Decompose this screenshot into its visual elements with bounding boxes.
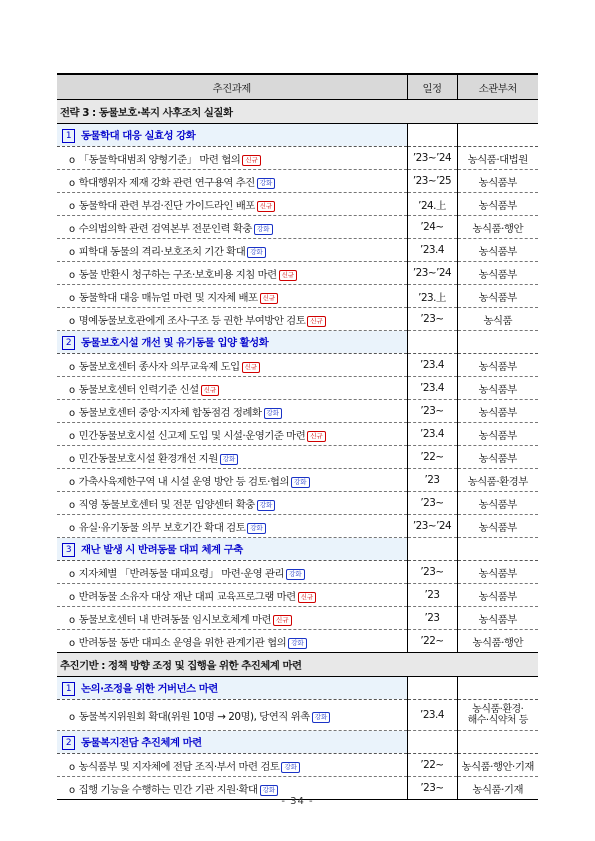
bullet-marker: o bbox=[69, 154, 75, 166]
subtask-row bbox=[57, 124, 538, 147]
schedule-cell: ’23.4 bbox=[407, 377, 457, 400]
bullet-marker: o bbox=[69, 522, 75, 534]
task-text: 집행 기능을 수행하는 민간 기관 지원·확대 bbox=[78, 783, 258, 796]
task-text: 동물학대 관련 부검·진단 가이드라인 배포 bbox=[78, 199, 255, 212]
schedule-cell: ’22~ bbox=[407, 630, 457, 653]
status-badge: 강화 bbox=[254, 224, 273, 235]
strategy-row bbox=[57, 100, 538, 124]
task-text: 수의법의학 관련 검역본부 전문인력 확충 bbox=[78, 222, 252, 235]
dept-text: 농식품부 bbox=[478, 245, 517, 258]
dept-text: 농식품·환경부 bbox=[467, 475, 528, 488]
status-badge: 신규 bbox=[260, 293, 279, 304]
dept-cell bbox=[457, 400, 538, 423]
subtask-title: 논의·조정을 위한 거버넌스 마련 bbox=[81, 683, 218, 695]
dept-text: 농식품부 bbox=[478, 521, 517, 534]
task-text: 동물학대 대응 매뉴얼 마련 및 지자체 배포 bbox=[78, 291, 258, 304]
task-text: 동물 반환시 청구하는 구조·보호비용 지침 마련 bbox=[78, 268, 277, 281]
dept-cell bbox=[457, 630, 538, 653]
dept-cell bbox=[457, 170, 538, 193]
dept-cell bbox=[457, 354, 538, 377]
dept-cell bbox=[457, 469, 538, 492]
task-row bbox=[57, 607, 538, 630]
bullet-marker: o bbox=[69, 476, 75, 488]
task-text: 동물보호센터 내 반려동물 임시보호체계 마련 bbox=[78, 613, 272, 626]
task-cell bbox=[57, 584, 407, 607]
status-badge: 강화 bbox=[312, 712, 331, 723]
task-cell bbox=[57, 216, 407, 239]
bullet-marker: o bbox=[69, 407, 75, 419]
schedule-cell: ’23 bbox=[407, 469, 457, 492]
dept-cell bbox=[457, 377, 538, 400]
task-row bbox=[57, 354, 538, 377]
subtask-title: 동물복지전담 추진체계 마련 bbox=[81, 737, 202, 749]
task-text: 동물보호센터 인력기준 신설 bbox=[78, 383, 199, 396]
task-row bbox=[57, 147, 538, 170]
task-cell bbox=[57, 147, 407, 170]
schedule-cell: ’22~ bbox=[407, 754, 457, 777]
status-badge: 강화 bbox=[257, 178, 276, 189]
dept-text: 농식품·행안 bbox=[472, 222, 523, 235]
dept-cell bbox=[457, 147, 538, 170]
bullet-marker: o bbox=[69, 361, 75, 373]
task-text: 반려동물 동반 대피소 운영을 위한 관계기관 협의 bbox=[78, 636, 287, 649]
empty-cell bbox=[407, 538, 457, 561]
status-badge: 신규 bbox=[242, 155, 261, 166]
task-cell bbox=[57, 607, 407, 630]
task-cell bbox=[57, 285, 407, 308]
status-badge: 강화 bbox=[288, 638, 307, 649]
task-text: 민간동물보호시설 신고제 도입 및 시설·운영기준 마련 bbox=[78, 429, 306, 442]
schedule-cell: ’23 bbox=[407, 607, 457, 630]
empty-cell bbox=[407, 677, 457, 700]
task-cell bbox=[57, 239, 407, 262]
dept-cell bbox=[457, 754, 538, 777]
subtask-number: 2 bbox=[62, 736, 75, 750]
dept-cell bbox=[457, 446, 538, 469]
bullet-marker: o bbox=[69, 315, 75, 327]
schedule-cell: ’23~’24 bbox=[407, 262, 457, 285]
schedule-cell: ’23.4 bbox=[407, 354, 457, 377]
schedule-cell: ’23.上 bbox=[407, 285, 457, 308]
dept-line-2: 해수·식약처 등 bbox=[467, 715, 528, 726]
dept-cell bbox=[457, 423, 538, 446]
schedule-cell: ’23~ bbox=[407, 777, 457, 800]
task-row bbox=[57, 754, 538, 777]
header-dept: 소관부처 bbox=[457, 74, 538, 100]
table-header-row bbox=[57, 74, 538, 100]
dept-text: 농식품부 bbox=[478, 429, 517, 442]
status-badge: 신규 bbox=[307, 316, 326, 327]
task-row bbox=[57, 170, 538, 193]
dept-text: 농식품부 bbox=[478, 452, 517, 465]
dept-cell bbox=[457, 216, 538, 239]
status-badge: 신규 bbox=[201, 385, 220, 396]
strategy-title: 추진기반 : 정책 방향 조정 및 집행을 위한 추진체계 마련 bbox=[57, 653, 538, 677]
bullet-marker: o bbox=[69, 637, 75, 649]
dept-cell bbox=[457, 700, 538, 731]
task-text: 반려동물 소유자 대상 재난 대피 교육프로그램 마련 bbox=[78, 590, 296, 603]
bullet-marker: o bbox=[69, 269, 75, 281]
dept-cell bbox=[457, 285, 538, 308]
subtask-row bbox=[57, 331, 538, 354]
dept-cell bbox=[457, 193, 538, 216]
task-row bbox=[57, 193, 538, 216]
empty-cell bbox=[457, 731, 538, 754]
dept-text: 농식품부 bbox=[478, 199, 517, 212]
subtask-title: 재난 발생 시 반려동물 대피 체계 구축 bbox=[81, 544, 243, 556]
dept-text: 농식품부 bbox=[478, 613, 517, 626]
schedule-cell: ’23~ bbox=[407, 492, 457, 515]
subtask-row bbox=[57, 677, 538, 700]
task-text: 피학대 동물의 격리·보호조치 기간 확대 bbox=[78, 245, 246, 258]
dept-text: 농식품·대법원 bbox=[467, 153, 528, 166]
schedule-cell: ’23~ bbox=[407, 400, 457, 423]
task-row bbox=[57, 262, 538, 285]
task-cell bbox=[57, 754, 407, 777]
dept-text: 농식품 bbox=[483, 314, 513, 327]
page-number: - 34 - bbox=[281, 796, 314, 807]
subtask-number: 1 bbox=[62, 682, 75, 696]
task-text: 명예동물보호관에게 조사·구조 등 권한 부여방안 검토 bbox=[78, 314, 306, 327]
dept-text: 농식품부 bbox=[478, 268, 517, 281]
dept-text: 농식품·기재 bbox=[472, 783, 523, 796]
status-badge: 강화 bbox=[247, 523, 266, 534]
empty-cell bbox=[407, 731, 457, 754]
task-row bbox=[57, 492, 538, 515]
status-badge: 신규 bbox=[279, 270, 298, 281]
task-row bbox=[57, 630, 538, 653]
subtask-cell bbox=[57, 538, 407, 561]
bullet-marker: o bbox=[69, 384, 75, 396]
schedule-cell: ’24~ bbox=[407, 216, 457, 239]
task-cell bbox=[57, 354, 407, 377]
subtask-cell bbox=[57, 124, 407, 147]
subtask-number: 2 bbox=[62, 336, 75, 350]
task-cell bbox=[57, 630, 407, 653]
status-badge: 신규 bbox=[307, 431, 326, 442]
status-badge: 강화 bbox=[260, 785, 279, 796]
dept-text: 농식품·행안 bbox=[472, 636, 523, 649]
dept-cell bbox=[457, 515, 538, 538]
schedule-cell: ’23~ bbox=[407, 308, 457, 331]
bullet-marker: o bbox=[69, 430, 75, 442]
task-text: 유실·유기동물 의무 보호기간 확대 검토 bbox=[78, 521, 246, 534]
bullet-marker: o bbox=[69, 591, 75, 603]
dept-text: 농식품부 bbox=[478, 567, 517, 580]
bullet-marker: o bbox=[69, 614, 75, 626]
schedule-cell: ’22~ bbox=[407, 446, 457, 469]
task-cell bbox=[57, 170, 407, 193]
task-row bbox=[57, 377, 538, 400]
schedule-cell: ’23~’24 bbox=[407, 515, 457, 538]
subtask-title: 동물보호시설 개선 및 유기동물 입양 활성화 bbox=[81, 337, 269, 349]
bullet-marker: o bbox=[69, 246, 75, 258]
task-row bbox=[57, 446, 538, 469]
task-row bbox=[57, 285, 538, 308]
dept-cell bbox=[457, 239, 538, 262]
task-text: 민간동물보호시설 환경개선 지원 bbox=[78, 452, 218, 465]
schedule-cell: ’24.上 bbox=[407, 193, 457, 216]
subtask-title: 동물학대 대응 실효성 강화 bbox=[81, 130, 196, 142]
status-badge: 강화 bbox=[281, 762, 300, 773]
task-row bbox=[57, 400, 538, 423]
strategy-title: 전략 3 : 동물보호·복지 사후조치 실질화 bbox=[57, 100, 538, 124]
status-badge: 신규 bbox=[298, 592, 317, 603]
plan-table bbox=[57, 73, 538, 800]
task-row bbox=[57, 700, 538, 731]
bullet-marker: o bbox=[69, 499, 75, 511]
task-text: 「동물학대범죄 양형기준」 마련 협의 bbox=[78, 153, 241, 166]
task-text: 농식품부 및 지자체에 전담 조직·부서 마련 검토 bbox=[78, 760, 280, 773]
dept-cell bbox=[457, 561, 538, 584]
task-text: 지자체별 「반려동물 대피요령」 마련·운영 관리 bbox=[78, 567, 285, 580]
dept-cell bbox=[457, 584, 538, 607]
task-cell bbox=[57, 700, 407, 731]
header-schedule: 일정 bbox=[407, 74, 457, 100]
empty-cell bbox=[407, 124, 457, 147]
dept-text: 농식품부 bbox=[478, 291, 517, 304]
task-text: 동물보호센터 종사자 의무교육제 도입 bbox=[78, 360, 240, 373]
task-cell bbox=[57, 377, 407, 400]
subtask-row bbox=[57, 538, 538, 561]
dept-text: 농식품·행안·기재 bbox=[461, 760, 534, 773]
bullet-marker: o bbox=[69, 292, 75, 304]
schedule-cell: ’23.4 bbox=[407, 423, 457, 446]
dept-cell bbox=[457, 607, 538, 630]
task-row bbox=[57, 308, 538, 331]
task-cell bbox=[57, 561, 407, 584]
subtask-cell bbox=[57, 331, 407, 354]
task-cell bbox=[57, 400, 407, 423]
empty-cell bbox=[457, 124, 538, 147]
status-badge: 강화 bbox=[220, 454, 239, 465]
status-badge: 신규 bbox=[242, 362, 261, 373]
task-cell bbox=[57, 423, 407, 446]
dept-text: 농식품부 bbox=[478, 383, 517, 396]
dept-text: 농식품부 bbox=[478, 590, 517, 603]
strategy-row bbox=[57, 653, 538, 677]
task-text: 동물복지위원회 확대(위원 10명 → 20명), 당연직 위촉 bbox=[78, 710, 310, 723]
task-cell bbox=[57, 193, 407, 216]
task-cell bbox=[57, 515, 407, 538]
task-cell bbox=[57, 308, 407, 331]
bullet-marker: o bbox=[69, 784, 75, 796]
dept-cell bbox=[457, 262, 538, 285]
dept-cell bbox=[457, 492, 538, 515]
status-badge: 강화 bbox=[247, 247, 266, 258]
bullet-marker: o bbox=[69, 568, 75, 580]
status-badge: 강화 bbox=[291, 477, 310, 488]
schedule-cell: ’23.4 bbox=[407, 700, 457, 731]
task-row bbox=[57, 216, 538, 239]
task-row bbox=[57, 515, 538, 538]
task-text: 직영 동물보호센터 및 전문 입양센터 확충 bbox=[78, 498, 255, 511]
bullet-marker: o bbox=[69, 761, 75, 773]
subtask-row bbox=[57, 731, 538, 754]
subtask-cell bbox=[57, 731, 407, 754]
empty-cell bbox=[457, 677, 538, 700]
header-task: 추진과제 bbox=[57, 74, 407, 100]
task-cell bbox=[57, 262, 407, 285]
bullet-marker: o bbox=[69, 200, 75, 212]
schedule-cell: ’23~ bbox=[407, 561, 457, 584]
bullet-marker: o bbox=[69, 453, 75, 465]
bullet-marker: o bbox=[69, 711, 75, 723]
status-badge: 강화 bbox=[257, 500, 276, 511]
schedule-cell: ’23~’24 bbox=[407, 147, 457, 170]
schedule-cell: ’23~’25 bbox=[407, 170, 457, 193]
dept-text: 농식품부 bbox=[478, 360, 517, 373]
dept-text: 농식품부 bbox=[478, 498, 517, 511]
task-row bbox=[57, 469, 538, 492]
dept-line-1: 농식품·환경· bbox=[472, 704, 524, 715]
task-row bbox=[57, 239, 538, 262]
dept-text: 농식품부 bbox=[478, 406, 517, 419]
task-text: 학대행위자 제재 강화 관련 연구용역 추진 bbox=[78, 176, 255, 189]
bullet-marker: o bbox=[69, 223, 75, 235]
subtask-number: 1 bbox=[62, 129, 75, 143]
plan-body bbox=[57, 100, 538, 800]
status-badge: 신규 bbox=[273, 615, 292, 626]
subtask-cell bbox=[57, 677, 407, 700]
schedule-cell: ’23 bbox=[407, 584, 457, 607]
schedule-cell: ’23.4 bbox=[407, 239, 457, 262]
task-cell bbox=[57, 492, 407, 515]
empty-cell bbox=[407, 331, 457, 354]
empty-cell bbox=[457, 331, 538, 354]
task-cell bbox=[57, 469, 407, 492]
task-row bbox=[57, 423, 538, 446]
task-text: 가축사육제한구역 내 시설 운영 방안 등 검토·협의 bbox=[78, 475, 289, 488]
dept-text: 농식품부 bbox=[478, 176, 517, 189]
task-row bbox=[57, 561, 538, 584]
subtask-number: 3 bbox=[62, 543, 75, 557]
status-badge: 신규 bbox=[257, 201, 276, 212]
status-badge: 강화 bbox=[264, 408, 283, 419]
bullet-marker: o bbox=[69, 177, 75, 189]
task-cell bbox=[57, 446, 407, 469]
status-badge: 강화 bbox=[286, 569, 305, 580]
task-row bbox=[57, 584, 538, 607]
dept-cell bbox=[457, 308, 538, 331]
empty-cell bbox=[457, 538, 538, 561]
task-text: 동물보호센터 중앙·지자체 합동점검 정례화 bbox=[78, 406, 262, 419]
